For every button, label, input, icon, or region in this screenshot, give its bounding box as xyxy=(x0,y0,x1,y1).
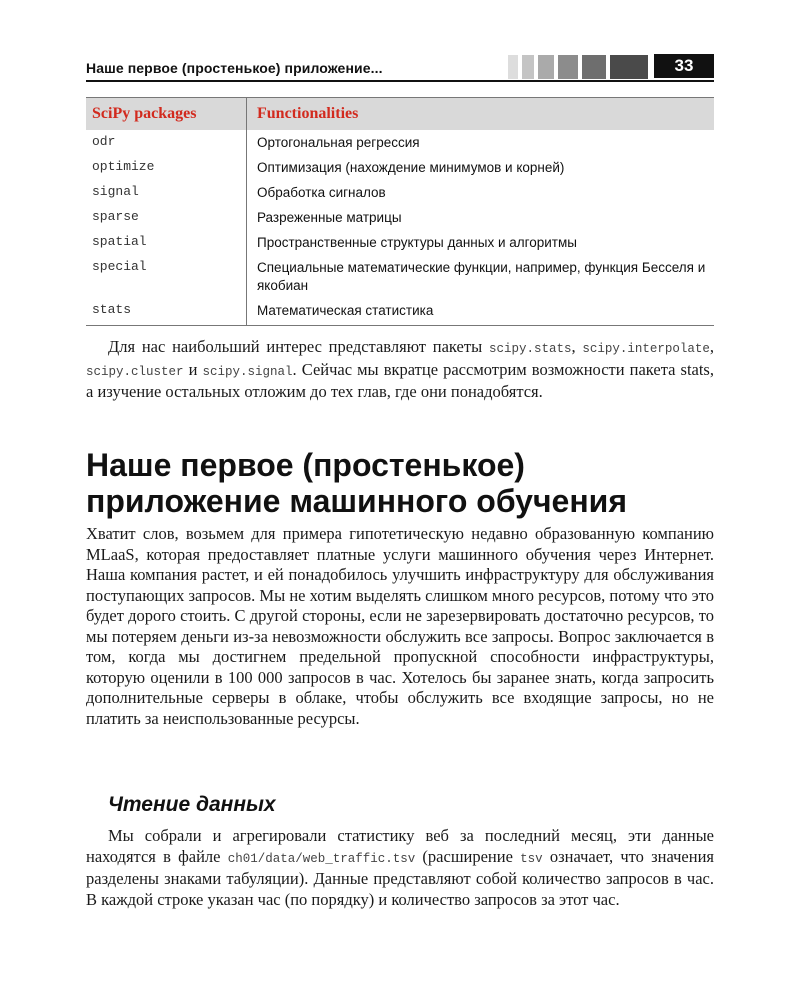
header-bar xyxy=(558,55,578,79)
section-heading: Наше первое (простенькое) приложение машинного обучения xyxy=(86,447,627,519)
subsection-text: означает, что значения разделены знаками табуляции). Данные представляют собой количество запросов в час. В каждой строке указан час (по порядку) и количество запросов за этот час. xyxy=(86,846,714,909)
package-description: Ортогональная регрессия xyxy=(247,130,715,155)
table-row xyxy=(86,130,714,155)
page-number: 33 xyxy=(654,54,714,78)
intro-text: Для нас наибольший интерес представляют пакеты xyxy=(108,337,489,356)
header-bar xyxy=(508,55,518,79)
package-name: sparse xyxy=(92,209,139,224)
package-description: Оптимизация (нахождение минимумов и корней) xyxy=(247,155,715,180)
column-header-functionalities: Functionalities xyxy=(247,98,715,131)
package-description: Специальные математические функции, например, функция Бесселя и якобиан xyxy=(247,255,715,298)
package-name: stats xyxy=(86,298,247,326)
column-header-packages: SciPy packages xyxy=(86,98,247,131)
table-row xyxy=(86,230,714,255)
package-description: Пространственные структуры данных и алгоритмы xyxy=(247,230,715,255)
code-tsv: tsv xyxy=(520,851,543,866)
scipy-packages-table xyxy=(86,97,714,326)
package-description: Обработка сигналов xyxy=(247,180,715,205)
subsection-paragraph xyxy=(86,826,714,910)
code-scipy-signal: scipy.signal xyxy=(202,364,293,379)
package-name: special xyxy=(92,259,147,274)
package-name: optimize xyxy=(92,159,155,174)
header-bar xyxy=(522,55,534,79)
intro-separator: , xyxy=(571,337,583,356)
intro-separator: и xyxy=(183,359,203,379)
header-rule xyxy=(86,80,714,82)
package-name: signal xyxy=(92,184,139,199)
section-paragraph: Хватит слов, возьмем для примера гипотетическую недавно образованную компанию MLaaS, которая предоставляет платные услуги машинного обучения через Интернет. Наша компания растет, и ей понадобилось улучшить инфраструктуру для обслуживания поступающих запросов. Мы не хотим выделять слишком много ресурсов, потому что это будет дорого стоить. С другой стороны, если не зарезервировать достаточно ресурсов, то мы потеряем деньги из-за невозможности обслужить все запросы. Вопрос заключается в том, когда мы достигнем предельной пропускной способности инфраструктуры, которую оценили в 100 000 запросов в час. Хотелось бы заранее знать, когда запросить дополнительные серверы в облаке, чтобы обслужить все входящие запросы, но не платить за неиспользованные ресурсы. xyxy=(86,524,714,728)
table-row xyxy=(86,298,714,326)
code-scipy-stats: scipy.stats xyxy=(488,342,572,356)
table-row xyxy=(86,180,714,205)
package-description: Разреженные матрицы xyxy=(247,205,715,230)
running-header xyxy=(86,54,714,80)
running-header-title: Наше первое (простенькое) приложение... xyxy=(86,60,383,76)
code-scipy-interpolate: scipy.interpolate xyxy=(582,342,710,356)
header-bar xyxy=(538,55,554,79)
code-scipy-cluster: scipy.cluster xyxy=(86,364,184,379)
header-bar xyxy=(582,55,606,79)
package-name: odr xyxy=(92,134,116,149)
table-row xyxy=(86,205,714,230)
code-file-path: ch01/data/web_traffic.tsv xyxy=(227,851,416,866)
subsection-text: (расширение xyxy=(415,846,521,866)
intro-separator: , xyxy=(709,337,714,356)
table-header-row xyxy=(86,98,714,131)
package-description: Математическая статистика xyxy=(247,298,715,326)
intro-paragraph xyxy=(86,337,714,403)
subsection-heading: Чтение данных xyxy=(108,793,276,816)
header-bar xyxy=(610,55,648,79)
package-name: spatial xyxy=(92,234,147,249)
subsection-text: Мы собрали и агрегировали статистику веб за последний месяц, эти данные находятся в файле xyxy=(86,826,714,866)
table-row xyxy=(86,255,714,298)
intro-text: . Сейчас мы вкратце рассмотрим возможности пакета stats, а изучение остальных отложим до тех глав, где они понадобятся. xyxy=(86,359,714,401)
table-row xyxy=(86,155,714,180)
